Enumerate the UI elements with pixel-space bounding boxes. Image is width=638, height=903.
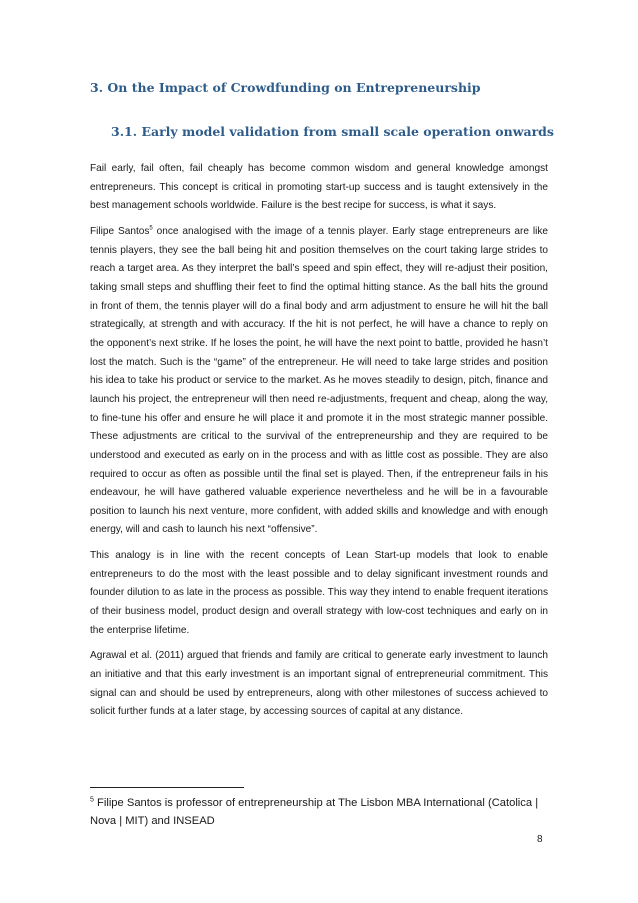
section-heading: 3. On the Impact of Crowdfunding on Entrepreneurship [90, 80, 481, 95]
footnote-reference[interactable]: 5 [149, 225, 153, 232]
author-name: Filipe Santos [90, 225, 150, 237]
paragraph-1: Fail early, fail often, fail cheaply has become common wisdom and general knowledge amongst entrepreneurs. This concept is critical in promoting start-up success and is taught extensively in the best management schools worldwide. Failure is the best recipe for success, is what it says. [90, 163, 548, 212]
page-number: 8 [537, 834, 543, 845]
paragraph-3: This analogy is in line with the recent concepts of Lean Start-up models that look to enable entrepreneurs to do the most with the least possible and to delay significant investment rounds and founder dilution to as late in the process as possible. This way they intend to enable frequent iterations of their business model, product design and overall strategy with low-cost techniques and early on in the enterprise lifetime. [90, 550, 548, 636]
paragraph-2-text: once analogised with the image of a tennis player. Early stage entrepreneurs are like tennis players, they see the ball being hit and position themselves on the court taking large strides to reach a target area. As they interpret the ball’s speed and spin effect, they will re-adjust their position, taking small steps and shuffling their feet to find the optimal hitting stance. As the ball hits the ground in front of them, the tennis player will do a final body and arm adjustment to ensure he will hit the ball strategically, at strength and with accuracy. If the hit is not perfect, he will have a chance to reply on the opponent’s next strike. If he loses the point, he will have the next point to battle, provided he hasn’t lost the match. Such is the “game” of the entrepreneur. He will need to take large strides and position his idea to take his product or service to the market. As he moves steadily to design, pitch, finance and launch his project, the entrepreneur will then need re-adjustments, frequent and cheap, along the way, to fine-tune his offer and ensure he will place it and promote it in the most strategic manner possible. These adjustments are critical to the survival of the entrepreneurship and they are required to be understood and executed as early on in the process and with as little cost as possible. They are also required to occur as often as possible until the final set is played. Then, if the entrepreneur fails in his endeavour, he will have gathered valuable experience nevertheless and he will be in a favourable position to launch his next venture, more confident, with added skills and knowledge and with enough energy, will and cash to launch his next “offensive”. [90, 225, 548, 536]
footnote-text: Filipe Santos is professor of entrepreneurship at The Lisbon MBA International (Catolica | Nova | MIT) and INSEAD [90, 797, 539, 827]
subsection-heading: 3.1. Early model validation from small scale operation onwards [111, 124, 554, 139]
footnote-separator [90, 787, 244, 788]
paragraph-4: Agrawal et al. (2011) argued that friends and family are critical to generate early investment to launch an initiative and that this early investment is an important signal of entrepreneurial commitment. This signal can and should be used by entrepreneurs, along with other milestones of success achieved to solicit further funds at a later stage, by accessing sources of capital at any distance. [90, 650, 548, 718]
footnote-marker: 5 [90, 796, 94, 804]
paragraph-2 [90, 223, 548, 540]
body-text [90, 160, 548, 729]
footnote [90, 795, 548, 830]
